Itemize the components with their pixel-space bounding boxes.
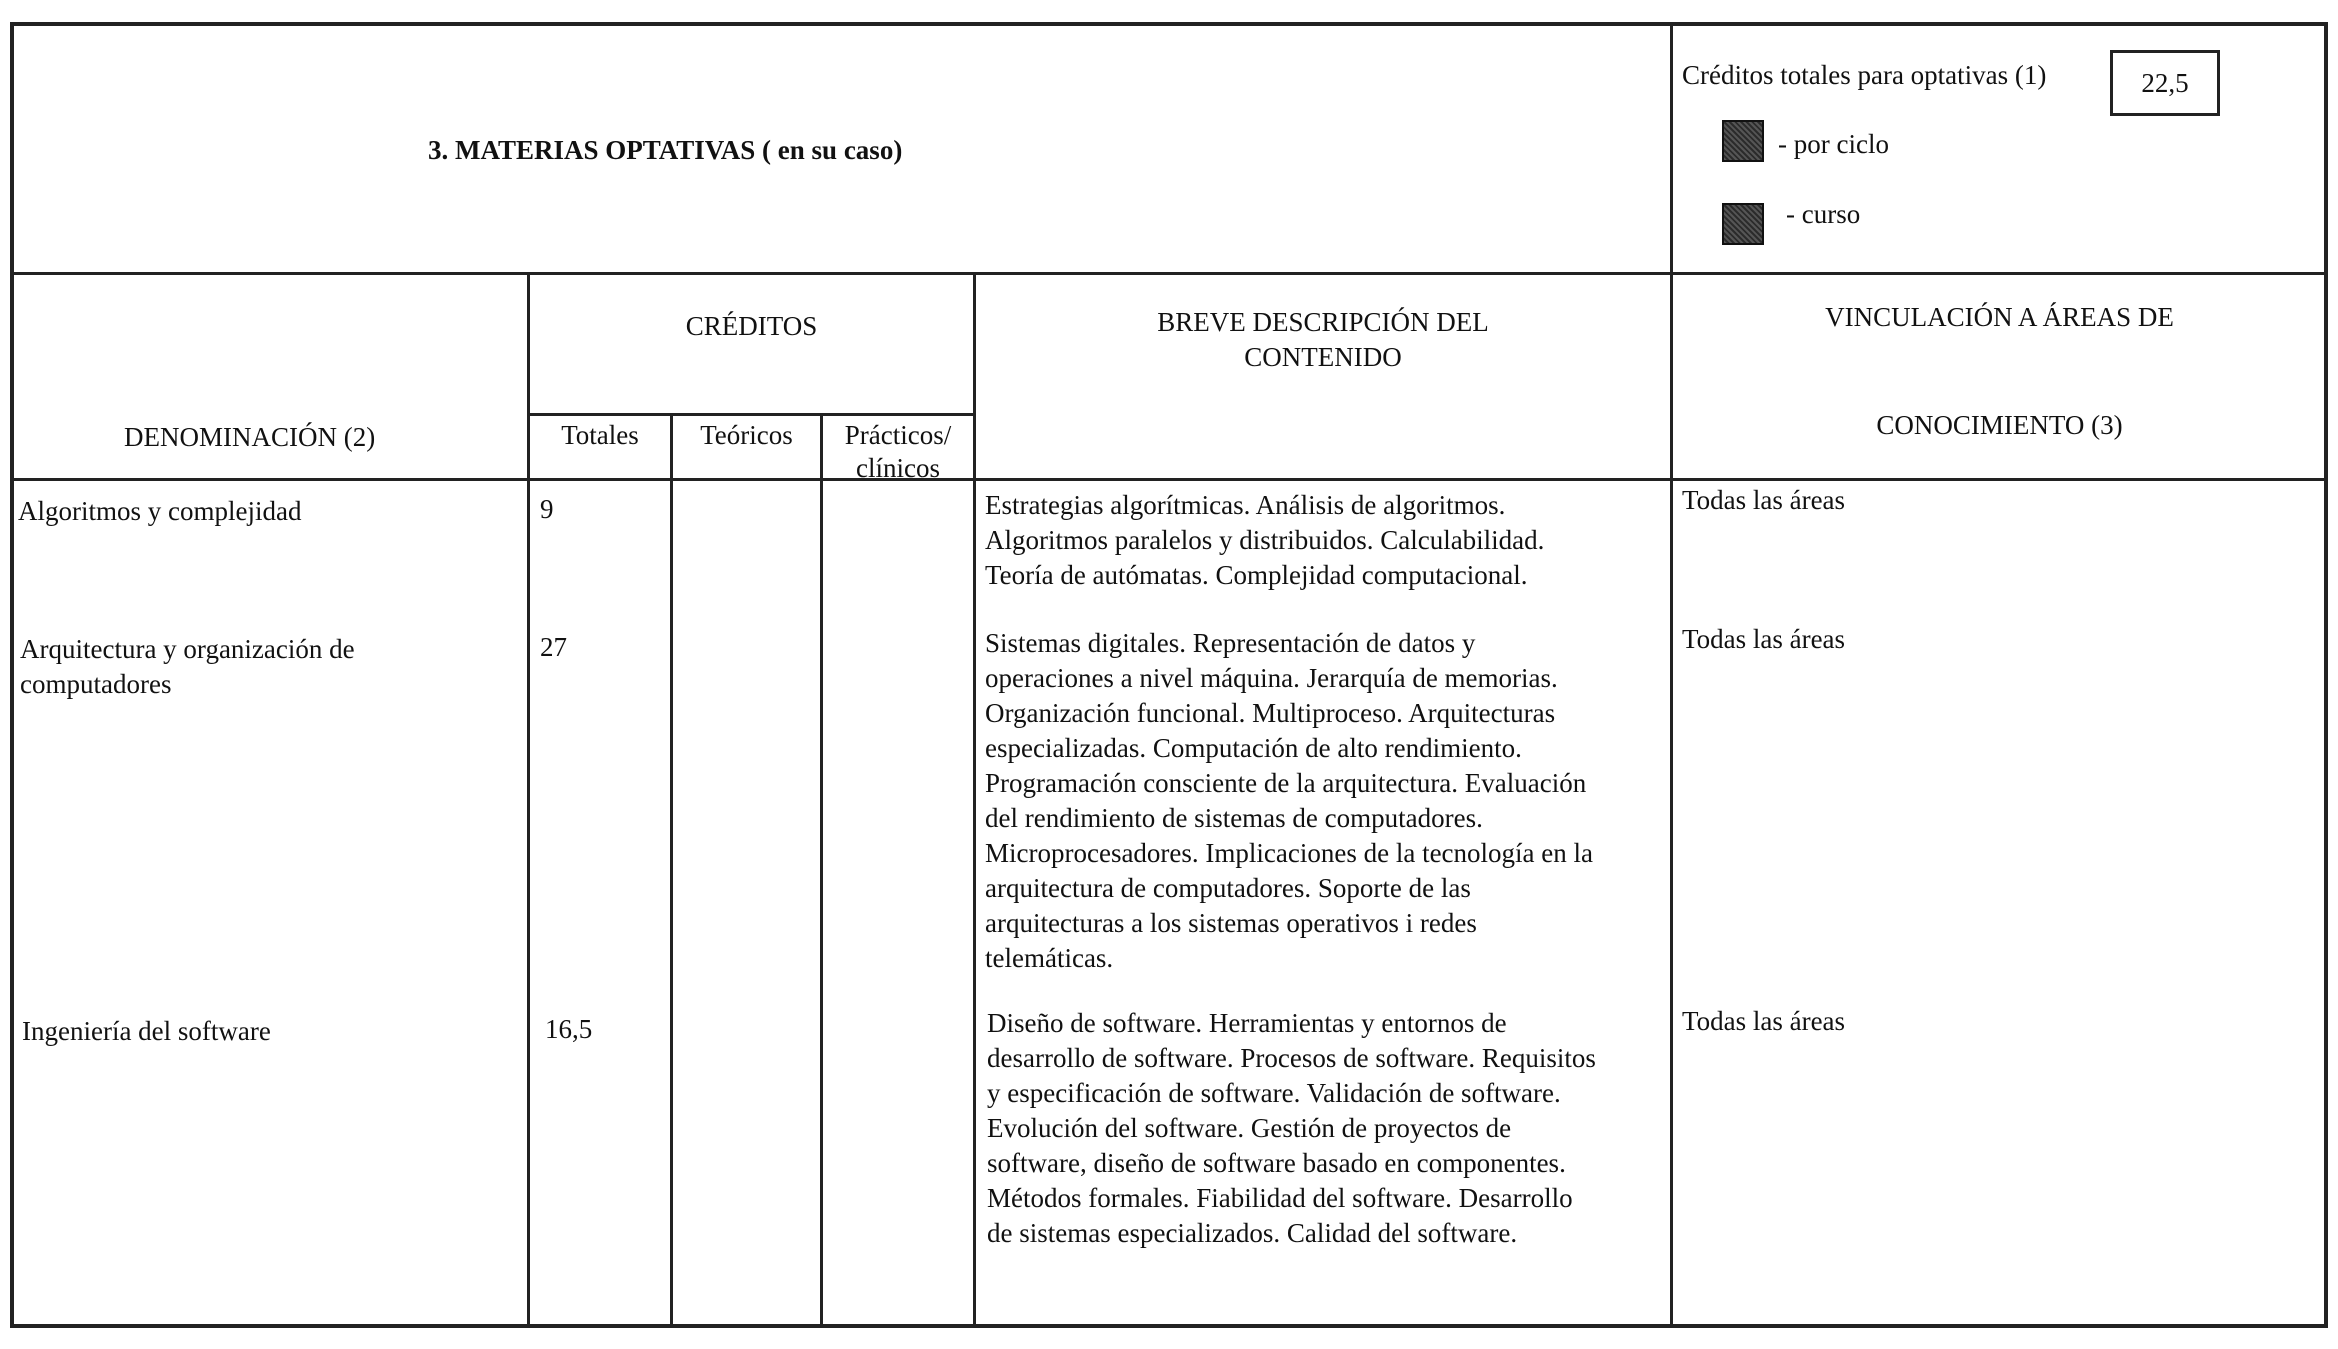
practicos-header-line2: clínicos	[856, 453, 940, 483]
vinculacion-header-line1: VINCULACIÓN A ÁREAS DE	[1825, 302, 2174, 332]
table-row-3-vinculacion: Todas las áreas	[1682, 1006, 1846, 1036]
column-header-divider	[12, 478, 2326, 481]
creditos-totales-label: Créditos totales para optativas (1)	[1682, 60, 2047, 90]
por-ciclo-checkbox	[1722, 120, 1764, 162]
creditos-totales-value: 22,5	[2110, 50, 2220, 116]
col-divider-vinculacion	[1670, 24, 1673, 1326]
curso-label: - curso	[1786, 199, 1861, 229]
totales-header: Totales	[561, 420, 639, 450]
table-row-3-denominacion: Ingeniería del software	[22, 1016, 271, 1046]
table-row-1-totales: 9	[540, 494, 554, 524]
creditos-header: CRÉDITOS	[685, 311, 818, 341]
vinculacion-header-line2: CONOCIMIENTO (3)	[1876, 410, 2123, 440]
table-row-1-vinculacion: Todas las áreas	[1682, 485, 1846, 515]
table-row-1-denominacion: Algoritmos y complejidad	[18, 496, 302, 526]
header-divider	[12, 272, 2326, 275]
table-row-2-descripcion: Sistemas digitales. Representación de datos y operaciones a nivel máquina. Jerarquía de memorias. Organización funcional. Multiproceso. Arquitecturas especializadas. Computación de alto rendimiento. Programación consciente de la arquitectura. Evaluación del rendimiento de sistemas de computadores. Microprocesadores. Implicaciones de la tecnología en la arquitectura de computadores. Soporte de las arquitecturas a los sistemas operativos i redes telemáticas.	[985, 628, 1594, 973]
denominacion-header: DENOMINACIÓN (2)	[124, 422, 376, 452]
table-row-1-descripcion: Estrategias algorítmicas. Análisis de algoritmos. Algoritmos paralelos y distribuidos. Calculabilidad. Teoría de autómatas. Complejidad computacional.	[985, 490, 1545, 590]
col-divider-practicos	[820, 413, 823, 1326]
table-row-2-totales: 27	[540, 632, 567, 662]
table-row-2-vinculacion: Todas las áreas	[1682, 624, 1846, 654]
table-row-3-descripcion: Diseño de software. Herramientas y entornos de desarrollo de software. Procesos de software. Requisitos y especificación de software. Validación de software. Evolución del software. Gestión de proyectos de software, diseño de software basado en componentes. Métodos formales. Fiabilidad del software. Desarrollo de sistemas especializados. Calidad del software.	[987, 1008, 1596, 1248]
table-row-2-denominacion: Arquitectura y organización de computadores	[20, 634, 355, 699]
col-divider-teoricos	[670, 413, 673, 1326]
descripcion-header-line1: BREVE DESCRIPCIÓN DEL	[1157, 307, 1489, 337]
col-divider-descripcion	[973, 272, 976, 1326]
creditos-divider	[530, 413, 973, 416]
section-title: 3. MATERIAS OPTATIVAS ( en su caso)	[428, 135, 903, 165]
table-row-3-totales: 16,5	[545, 1014, 593, 1044]
por-ciclo-label: - por ciclo	[1778, 129, 1889, 159]
curso-checkbox	[1722, 203, 1764, 245]
descripcion-header-line2: CONTENIDO	[1244, 342, 1402, 372]
practicos-header-line1: Prácticos/	[844, 420, 952, 450]
teoricos-header: Teóricos	[700, 420, 793, 450]
